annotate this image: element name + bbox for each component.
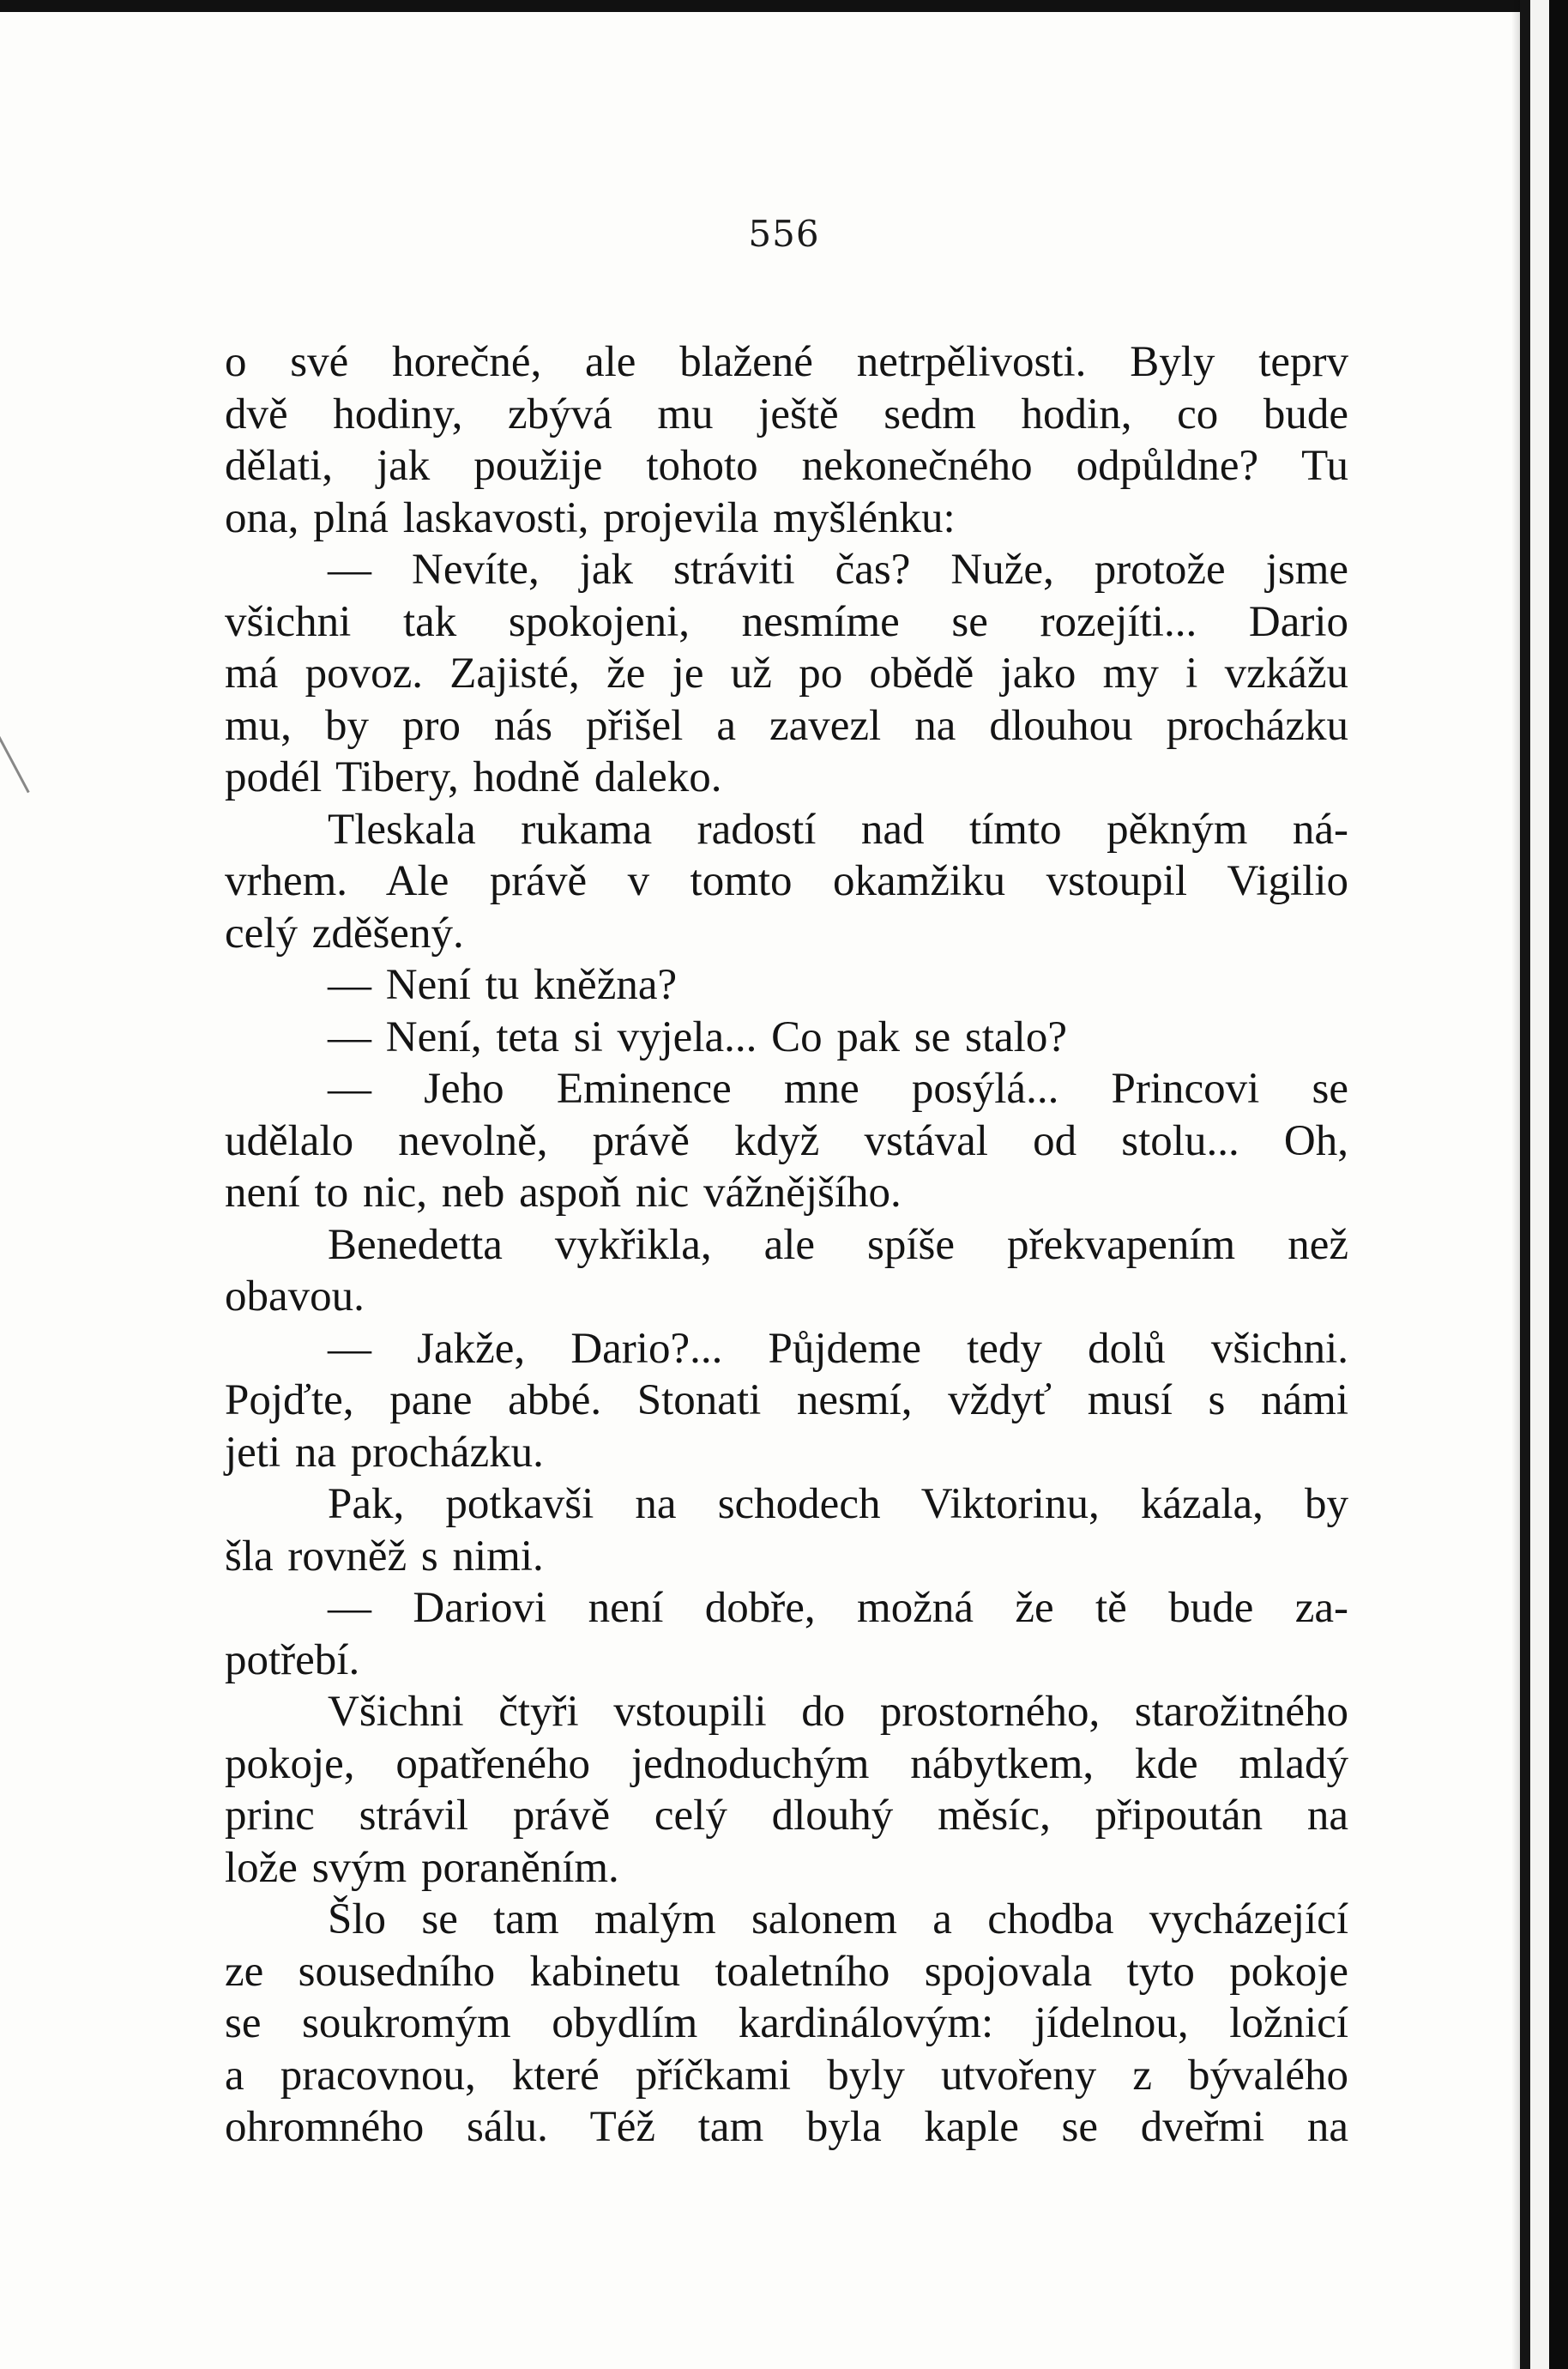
text-line: Tleskala rukama radostí nad tímto pěkným ná- [328, 805, 1348, 854]
page-number: 556 [748, 213, 820, 255]
text-line: — Jakže, Dario?... Půjdeme tedy dolů všichni. [328, 1324, 1348, 1373]
text-line: — Není, teta si vyjela... Co pak se stalo? [328, 1012, 1067, 1061]
scan-right-border-gap [1530, 0, 1549, 2369]
text-line: všichni tak spokojeni, nesmíme se rozejíti... Dario [225, 597, 1348, 646]
text-line: obavou. [225, 1272, 365, 1320]
scan-right-border-outer [1549, 0, 1568, 2369]
text-line: jeti na procházku. [225, 1428, 544, 1477]
text-line: dělati, jak použije tohoto nekonečného odpůldne? Tu [225, 442, 1348, 490]
text-line: potřebí. [225, 1635, 360, 1684]
text-line: — Není tu kněžna? [328, 961, 678, 1009]
text-line: ze sousedního kabinetu toaletního spojovala tyto pokoje [225, 1947, 1348, 1996]
text-line: ohromného sálu. Též tam byla kaple se dveřmi na [225, 2103, 1348, 2151]
text-line: Všichni čtyři vstoupili do prostorného, starožitného [328, 1688, 1348, 1736]
text-line: pokoje, opatřeného jednoduchým nábytkem, kde mladý [225, 1739, 1348, 1788]
text-line: — Jeho Eminence mne posýlá... Princovi se [328, 1065, 1348, 1113]
text-line: Benedetta vykřikla, ale spíše překvapením než [328, 1220, 1348, 1269]
text-line: o své horečné, ale blažené netrpělivosti. Byly teprv [225, 338, 1348, 386]
text-line: se soukromým obydlím kardinálovým: jídelnou, ložnicí [225, 1999, 1348, 2047]
text-line: lože svým poraněním. [225, 1843, 619, 1892]
text-line: Pojďte, pane abbé. Stonati nesmí, vždyť musí s námi [225, 1376, 1348, 1424]
text-line: ona, plná laskavosti, projevila myšlénku: [225, 493, 956, 542]
text-line: Pak, potkavši na schodech Viktorinu, kázala, by [328, 1480, 1348, 1528]
text-line: má povoz. Zajisté, že je už po obědě jako my i vzkážu [225, 650, 1348, 698]
text-line: podél Tibery, hodně daleko. [225, 753, 722, 801]
text-line: mu, by pro nás přišel a zavezl na dlouhou procházku [225, 701, 1348, 750]
page-edge-shadow [1511, 0, 1520, 2369]
scan-right-border-inner [1520, 0, 1530, 2369]
scan-scratch-mark [0, 709, 30, 794]
body-text [225, 336, 1348, 2154]
text-line: vrhem. Ale právě v tomto okamžiku vstoupil Vigilio [225, 857, 1348, 905]
text-line: — Nevíte, jak stráviti čas? Nuže, protože jsme [328, 546, 1348, 594]
text-line: udělalo nevolně, právě když vstával od stolu... Oh, [225, 1116, 1348, 1165]
text-line: — Dariovi není dobře, možná že tě bude za- [328, 1584, 1348, 1632]
text-line: šla rovněž s nimi. [225, 1532, 544, 1580]
text-line: dvě hodiny, zbývá mu ještě sedm hodin, co bude [225, 390, 1348, 438]
text-line: princ strávil právě celý dlouhý měsíc, připoután na [225, 1792, 1348, 1840]
text-line: a pracovnou, které příčkami byly utvořeny z bývalého [225, 2051, 1348, 2100]
text-line: není to nic, neb aspoň nic vážnějšího. [225, 1169, 902, 1217]
text-line: celý zděšený. [225, 909, 464, 958]
text-line: Šlo se tam malým salonem a chodba vycházející [328, 1895, 1348, 1943]
scan-top-border [0, 0, 1568, 12]
